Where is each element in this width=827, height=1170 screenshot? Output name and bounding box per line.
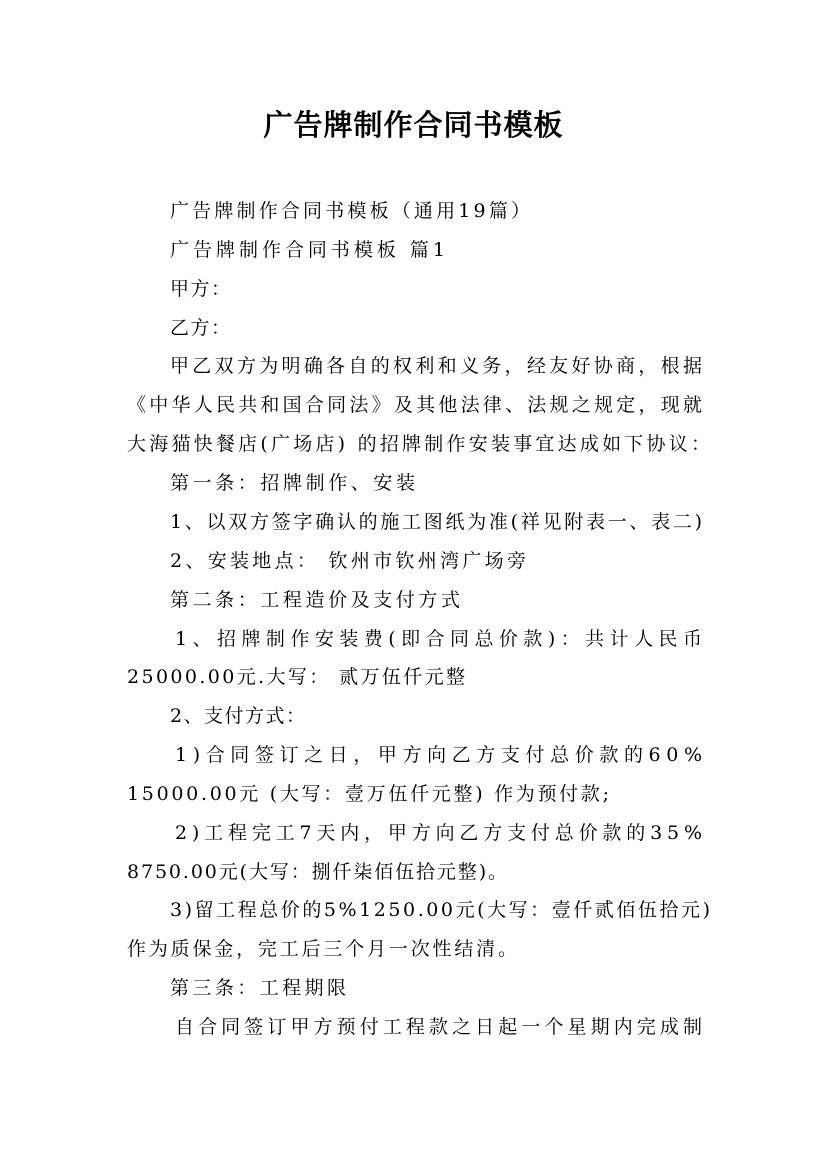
- doc-line-21: 第三条：工程期限: [170, 977, 350, 999]
- doc-line-2: 广告牌制作合同书模板 篇1: [170, 239, 449, 261]
- doc-line-6: 《中华人民共和国合同法》及其他法律、法规之规定，现就: [127, 394, 706, 416]
- document-title: 广告牌制作合同书模板: [263, 108, 564, 142]
- doc-line-5: 甲乙双方为明确各自的权利和义务，经友好协商，根据: [170, 355, 706, 377]
- doc-line-17: 2)工程完工7天内，甲方向乙方支付总价款的35%: [175, 822, 707, 844]
- doc-line-9: 1、以双方签字确认的施工图纸为准(祥见附表一、表二): [170, 511, 705, 533]
- doc-line-22: 自合同签订甲方预付工程款之日起一个星期内完成制: [175, 1016, 707, 1038]
- doc-line-12: 1、招牌制作安装费(即合同总价款)：共计人民币: [175, 628, 708, 650]
- doc-line-15: 1)合同签订之日，甲方向乙方支付总价款的60%: [175, 744, 708, 766]
- doc-line-8: 第一条：招牌制作、安装: [170, 472, 419, 494]
- doc-line-7: 大海猫快餐店(广场店) 的招牌制作安装事宜达成如下协议：: [127, 433, 714, 455]
- doc-line-3: 甲方：: [170, 278, 232, 300]
- doc-line-4: 乙方：: [170, 317, 232, 339]
- doc-line-16: 15000.00元 (大写：壹万伍仟元整) 作为预付款;: [127, 783, 612, 805]
- doc-line-14: 2、支付方式：: [170, 705, 307, 727]
- doc-line-1: 广告牌制作合同书模板（通用19篇）: [170, 200, 534, 222]
- doc-line-11: 第二条：工程造价及支付方式: [170, 589, 464, 611]
- doc-line-19: 3)留工程总价的5%1250.00元(大写：壹仟贰佰伍拾元): [170, 899, 713, 921]
- doc-line-18: 8750.00元(大写：捌仟柒佰伍拾元整)。: [127, 861, 509, 883]
- doc-line-20: 作为质保金，完工后三个月一次性结清。: [127, 938, 520, 960]
- doc-line-13: 25000.00元.大写： 贰万伍仟元整: [127, 666, 468, 688]
- doc-line-10: 2、安装地点： 钦州市钦州湾广场旁: [170, 550, 530, 572]
